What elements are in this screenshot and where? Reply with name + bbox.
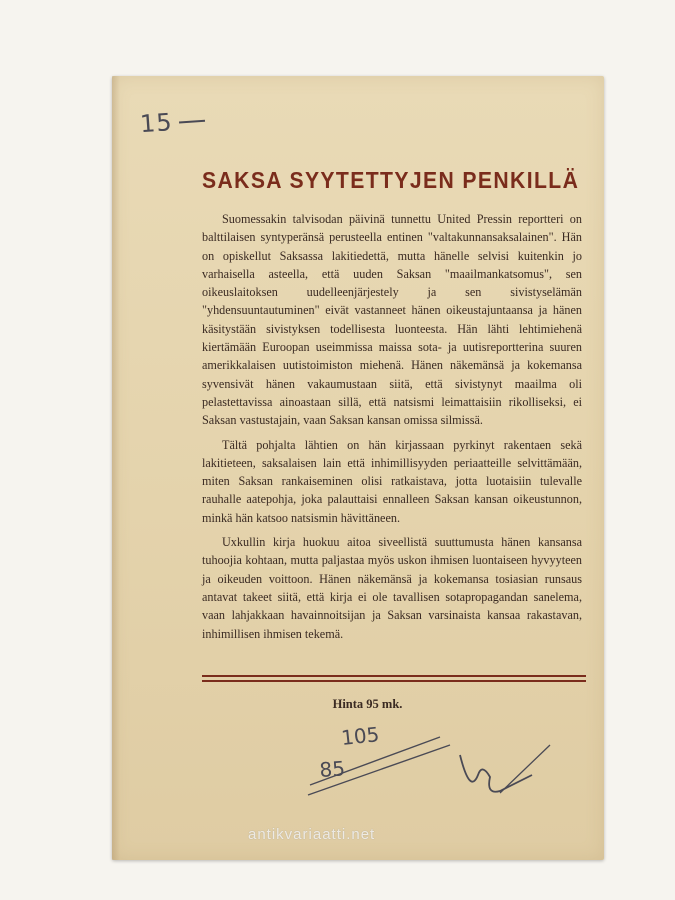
blurb-paragraph-2: Tältä pohjalta lähtien on hän kirjassaan pyrkinyt rakentaen sekä lakitieteen, saksalaisen lain että inhimillisyyden periaatteille selvittämään, miten Saksan rankaiseminen olisi ratkaistava, jotta luotaisiin tulevalle rauhalle aatepohja, joka palauttaisi ennalleen Saksan kansan oikeustunnon, minkä hän katsoo natsismin hävittäneen. [202, 437, 582, 525]
pencil-price-scribble [300, 715, 560, 805]
pencil-slash [500, 745, 550, 793]
pencil-price-new: 105 [340, 722, 381, 750]
book-title: SAKSA SYYTETTYJEN PENKILLÄ [202, 167, 580, 193]
double-rule-divider [202, 675, 586, 685]
price-text: Hinta 95 mk. [332, 697, 403, 711]
watermark: antikvariaatti.net [248, 826, 376, 843]
price-line [0, 697, 675, 712]
pencil-price-old: 85 [318, 756, 346, 782]
blurb-text [202, 210, 582, 649]
blurb-paragraph-1: Suomessakin talvisodan päivinä tunnettu United Pressin reportteri on balttilaisen syntyperänsä perusteella entinen "valtakunnansaksalainen". Hän on opiskellut Saksassa lakitiedettä, mutta hänelle selvisi kuitenkin jo varhaisella asteella, että uuden Saksan "maailmankatsomus", sen oikeuslaitoksen uudelleenjärjestely ja sen sivistyselämän "yhdensuuntautuminen" eivät vastanneet hänen oikeustajuntaansa ja hänen käsitystään sivistyksen todellisesta luonteesta. Hän lähti lehtimiehenä kiertämään Euroopan useimmissa maissa sota- ja uutisreportterina suuren amerikkalaisen uutistoimiston miehenä. Hänen näkemänsä ja kokemansa syvensivät hänen vakaumustaan siitä, että sivistynyt maailma oli pelastettavissa ainoastaan sillä, että natsismi leimattaisiin rikolliseksi, ei Saksan vastustajain, vaan Saksan kansan omissa silmissä. [202, 212, 582, 428]
blurb-paragraph-3: Uxkullin kirja huokuu aitoa siveellistä suuttumusta hänen kansansa tuhoojia kohtaan, mutta paljastaa myös uskon ihmisen luontaiseen hyvyyteen ja oikeuden voittoon. Hänen näkemänsä ja kokemansa tosiasian runsaus antavat takeet siitä, että kirja ei ole tavallisen sotapropagandan sanelema, vaan lahjakkaan havainnoitsijan ja Saksan varsinaista kansaa rakastavan, inhimillisen ihmisen tekemä. [202, 535, 582, 641]
pencil-note-top: 15 [139, 106, 205, 138]
